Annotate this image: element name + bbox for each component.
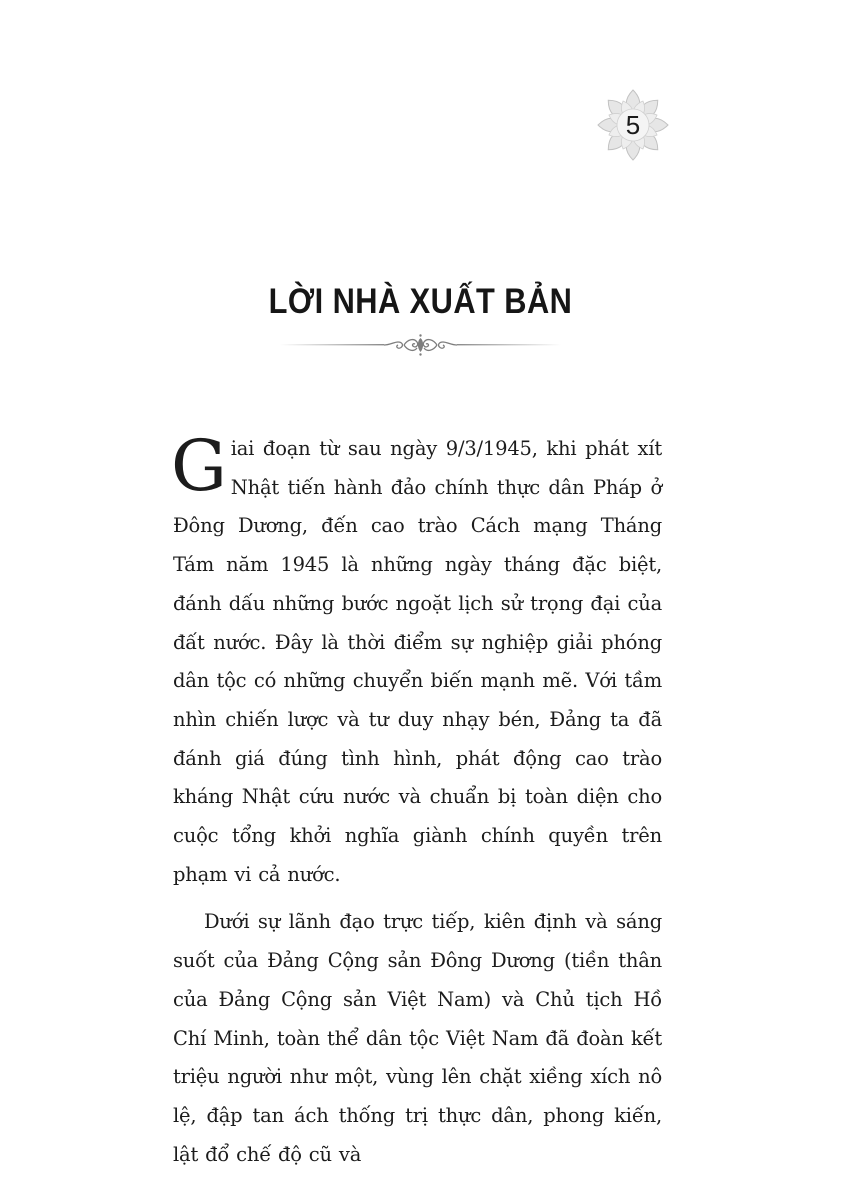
preface-body [171, 425, 662, 1174]
paragraph-1-text: iai đoạn từ sau ngày 9/3/1945, khi phát xít Nhật tiến hành đảo chính thực dân Pháp ở Đông Dương, đến cao trào Cách mạng Tháng Tám năm 1945 là những ngày tháng đặc biệt, đánh dấu những bước ngoặt lịch sử trọng đại của đất nước. Đây là thời điểm sự nghiệp giải phóng dân tộc có những chuyển biến mạnh mẽ. Với tầm nhìn chiến lược và tư duy nhạy bén, Đảng ta đã đánh giá đúng tình hình, phát động cao trào kháng Nhật cứu nước và chuẩn bị toàn diện cho cuộc tổng khởi nghĩa giành chính quyền trên phạm vi cả nước. [173, 437, 662, 886]
page-title: LỜI NHÀ XUẤT BẢN [268, 282, 573, 321]
page-number: 5 [625, 110, 641, 140]
page-number-badge [596, 88, 670, 162]
scroll-ornament-icon [280, 333, 561, 357]
drop-cap: G [171, 425, 227, 507]
paragraph-2: Dưới sự lãnh đạo trực tiếp, kiên định và sáng suốt của Đảng Cộng sản Đông Dương (tiền thân của Đảng Cộng sản Việt Nam) và Chủ tịch Hồ Chí Minh, toàn thể dân tộc Việt Nam đã đoàn kết triệu người như một, vùng lên chặt xiềng xích nô lệ, đập tan ách thống trị thực dân, phong kiến, lật đổ chế độ cũ và [173, 910, 662, 1166]
paragraph-1 [171, 425, 662, 894]
